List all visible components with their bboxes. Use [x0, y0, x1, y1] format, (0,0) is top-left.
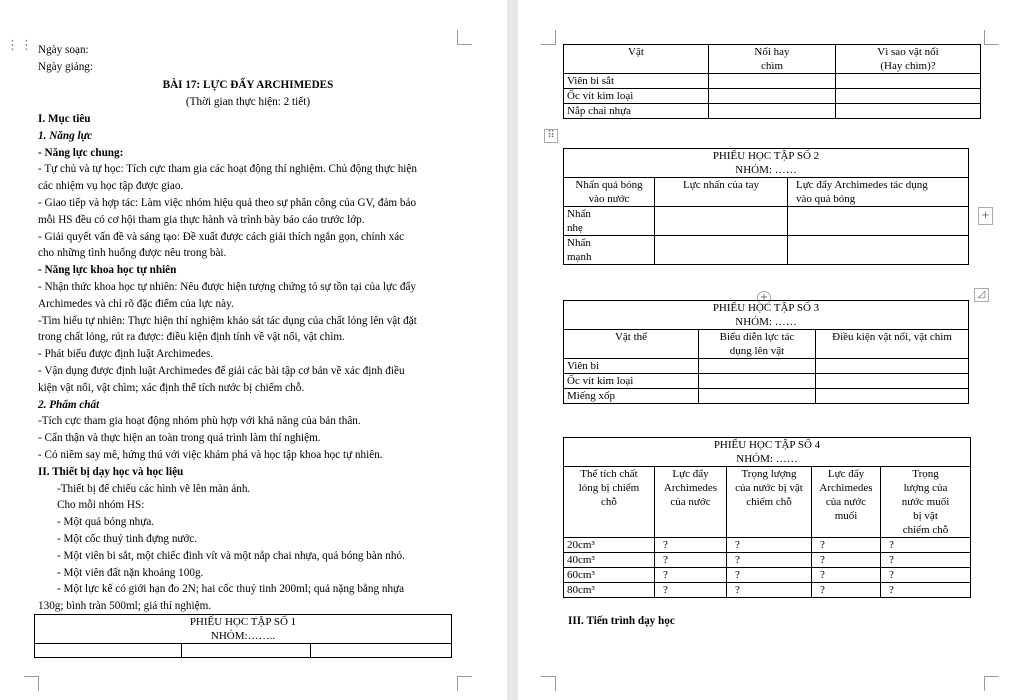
table-cell — [655, 207, 788, 236]
worksheet-2-table — [563, 148, 969, 265]
margin-marker-bottom-right — [984, 676, 999, 691]
worksheet-4-table — [563, 437, 971, 598]
table-cell — [836, 104, 981, 119]
worksheet-2-group: NHÓM: …… — [735, 164, 797, 176]
body-line: các nhiệm vụ học tập được giao. — [38, 180, 184, 193]
worksheet-1-group: NHÓM:…….. — [210, 630, 276, 642]
header-cell: Thể tích chất lỏng bị chiếm chỗ — [564, 467, 655, 538]
worksheet-3-group: NHÓM: …… — [735, 316, 797, 328]
table-cell — [699, 374, 816, 389]
body-line: trong chất lỏng, rút ra được: điều kiện định tính về vật nổi, vật chìm. — [38, 331, 345, 344]
table-cell: ? — [727, 583, 812, 598]
table-cell — [699, 359, 816, 374]
table-cell — [836, 74, 981, 89]
table-row — [564, 74, 981, 89]
add-column-icon[interactable]: + — [978, 207, 993, 225]
body-line: I. Mục tiêu — [38, 113, 91, 125]
body-line: - Một cốc thuỷ tinh đựng nước. — [57, 533, 198, 545]
table-cell: ? — [881, 538, 971, 553]
body-line: - Giải quyết vấn đề và sáng tạo: Đề xuất được cách giải thích ngắn gọn, chính xác — [38, 230, 405, 243]
table-cell — [788, 207, 969, 236]
table-cell: ? — [727, 538, 812, 553]
body-line: - Nhận thức khoa học tự nhiên: Nêu được hiện tượng chứng tỏ sự tồn tại của lực đẩy — [38, 281, 417, 293]
table-row — [564, 389, 969, 404]
table-cell — [816, 389, 969, 404]
body-line: - Một viên bi sắt, một chiếc đinh vít và một nắp chai nhựa, quả bóng bàn nhỏ. — [57, 549, 405, 562]
body-line: kiện vật nổi, vật chìm; xác định thể tích nước bị chiếm chỗ. — [38, 381, 305, 394]
table-cell: ? — [655, 568, 727, 583]
table-row — [564, 374, 969, 389]
table-cell: ? — [881, 568, 971, 583]
table-cell: ? — [812, 553, 881, 568]
row-label: Viên bi sắt — [564, 74, 709, 89]
document-page-left — [0, 0, 507, 700]
body-line: 130g; bình tràn 500ml; giá thí nghiệm. — [38, 600, 212, 613]
table-row — [564, 359, 969, 374]
worksheet-2-title: PHIẾU HỌC TẬP SỐ 2 — [712, 150, 820, 162]
header-cell: Nổi hay chìm — [709, 45, 836, 74]
header-cell: Vật thể — [564, 330, 699, 359]
table-cell — [311, 644, 452, 658]
row-label: Miếng xốp — [564, 389, 699, 404]
table-row — [564, 583, 971, 598]
body-line: II. Thiết bị dạy học và học liệu — [38, 465, 184, 478]
table-cell — [709, 89, 836, 104]
body-line: - Năng lực khoa học tự nhiên — [38, 264, 177, 277]
table-cell: ? — [881, 583, 971, 598]
row-label: Ốc vít kim loại — [564, 374, 699, 389]
body-line: mỗi HS đều có cơ hội tham gia thực hành và trình bày báo cáo trước lớp. — [38, 213, 365, 226]
body-line: Cho mỗi nhóm HS: — [57, 499, 145, 512]
row-label: 60cm³ — [564, 568, 655, 583]
body-line: - Tự chủ và tự học: Tích cực tham gia các hoạt động thí nghiệm. Chủ động thực hiện — [38, 163, 417, 176]
document-page-right — [518, 0, 1028, 700]
row-label: Nắp chai nhựa — [564, 104, 709, 119]
table-row — [564, 207, 969, 236]
row-label: 80cm³ — [564, 583, 655, 598]
body-line: Archimedes và chỉ rõ đặc điểm của lực này. — [38, 297, 234, 310]
margin-marker-bottom-right — [457, 676, 472, 691]
row-label: 40cm³ — [564, 553, 655, 568]
table-cell — [709, 74, 836, 89]
table-move-handle-icon[interactable]: ⠿ — [544, 129, 558, 143]
body-line: - Một viên đất nặn khoảng 100g. — [57, 566, 204, 579]
body-line: - Một quả bóng nhựa. — [57, 516, 155, 529]
worksheet-4-title: PHIẾU HỌC TẬP SỐ 4 — [713, 439, 821, 451]
table-cell — [816, 359, 969, 374]
margin-marker-top-right — [457, 30, 472, 45]
table-cell — [182, 644, 311, 658]
body-line: 1. Năng lực — [38, 129, 93, 142]
table-row — [564, 104, 981, 119]
header-cell: Trọng lượng của nước bị vật chiếm chỗ — [727, 467, 812, 538]
header-cell: Điều kiện vật nổi, vật chìm — [816, 330, 969, 359]
table-resize-icon[interactable]: ◿ — [974, 288, 989, 302]
drag-handle-icon[interactable]: ⋮⋮ — [6, 38, 34, 53]
table-cell: ? — [655, 538, 727, 553]
body-line: - Phát biểu được định luật Archimedes. — [38, 348, 214, 361]
table-row — [564, 538, 971, 553]
body-line: - Cẩn thận và thực hiện an toàn trong quá trình làm thí nghiệm. — [38, 432, 321, 445]
table-cell: ? — [812, 538, 881, 553]
margin-marker-top-left — [541, 30, 556, 45]
row-label: Nhấn nhẹ — [564, 207, 655, 236]
margin-marker-bottom-left — [541, 676, 556, 691]
table-row — [564, 89, 981, 104]
table-row — [564, 236, 969, 265]
lesson-duration: (Thời gian thực hiện: 2 tiết) — [185, 96, 311, 108]
worksheet-1-title: PHIẾU HỌC TẬP SỐ 1 — [189, 616, 297, 628]
body-line: - Năng lực chung: — [38, 146, 124, 159]
body-line: cho những tình huống được nêu trong bài. — [38, 247, 227, 260]
worksheet-3-title: PHIẾU HỌC TẬP SỐ 3 — [712, 302, 820, 314]
body-line: - Vận dụng được định luật Archimedes để giải các bài tập cơ bản về xác định điều — [38, 365, 405, 377]
row-label: Nhấn mạnh — [564, 236, 655, 265]
row-label: Viên bi — [564, 359, 699, 374]
header-cell: Vì sao vật nổi (Hay chìm)? — [836, 45, 981, 74]
section-heading-3: III. Tiến trình dạy học — [568, 615, 675, 627]
table-cell — [816, 374, 969, 389]
body-line: -Tìm hiểu tự nhiên: Thực hiện thí nghiệm khảo sát tác dụng của chất lỏng lên vật đặt — [38, 314, 417, 327]
table-cell — [655, 236, 788, 265]
header-cell: Trọng lượng của nước muối bị vật chiếm chỗ — [881, 467, 971, 538]
lesson-title: BÀI 17: LỰC ĐẨY ARCHIMEDES — [162, 79, 334, 91]
table-cell — [836, 89, 981, 104]
body-line: - Có niềm say mê, hứng thú với việc khám phá và học tập khoa học tự nhiên. — [38, 449, 383, 461]
header-cell: Nhấn quả bóng vào nước — [564, 178, 655, 207]
table-cell: ? — [655, 553, 727, 568]
header-cell: Lực đẩy Archimedes của nước — [655, 467, 727, 538]
header-cell: Lực đẩy Archimedes tác dụng vào quả bóng — [788, 178, 969, 207]
header-cell: Vật — [564, 45, 709, 74]
table-cell — [788, 236, 969, 265]
body-line: -Tích cực tham gia hoạt động nhóm phù hợp với khả năng của bản thân. — [38, 415, 361, 428]
table-cell: ? — [812, 568, 881, 583]
table-row — [564, 568, 971, 583]
table-cell: ? — [727, 568, 812, 583]
row-label: Ốc vít kim loại — [564, 89, 709, 104]
table-cell: ? — [881, 553, 971, 568]
header-cell: Lực đẩy Archimedes của nước muối — [812, 467, 881, 538]
body-line: 2. Phẩm chất — [38, 398, 100, 411]
table-cell — [699, 389, 816, 404]
body-line: - Một lực kế có giới hạn đo 2N; hai cốc thuỷ tinh 200ml; quả nặng bằng nhựa — [57, 583, 405, 596]
body-line: - Giao tiếp và hợp tác: Làm việc nhóm hiệu quả theo sự phân công của GV, đảm bảo — [38, 197, 417, 209]
table-cell: ? — [727, 553, 812, 568]
table-cell: ? — [655, 583, 727, 598]
body-line: -Thiết bị để chiếu các hình vẽ lên màn ảnh. — [57, 482, 251, 495]
table-cell: ? — [812, 583, 881, 598]
table-row — [564, 553, 971, 568]
table-cell — [35, 644, 182, 658]
date-taught: Ngày giảng: — [38, 61, 93, 73]
add-row-icon[interactable]: + — [757, 291, 771, 305]
row-label: 20cm³ — [564, 538, 655, 553]
header-cell: Biểu diễn lực tác dụng lên vật — [699, 330, 816, 359]
worksheet-3-table — [563, 300, 969, 404]
date-prepared: Ngày soạn: — [38, 44, 89, 56]
margin-marker-top-right — [984, 30, 999, 45]
float-sink-table — [563, 44, 981, 119]
header-cell: Lực nhấn của tay — [655, 178, 788, 207]
table-cell — [709, 104, 836, 119]
margin-marker-bottom-left — [24, 676, 39, 691]
worksheet-1-table — [34, 614, 452, 658]
worksheet-4-group: NHÓM: …… — [736, 453, 798, 465]
